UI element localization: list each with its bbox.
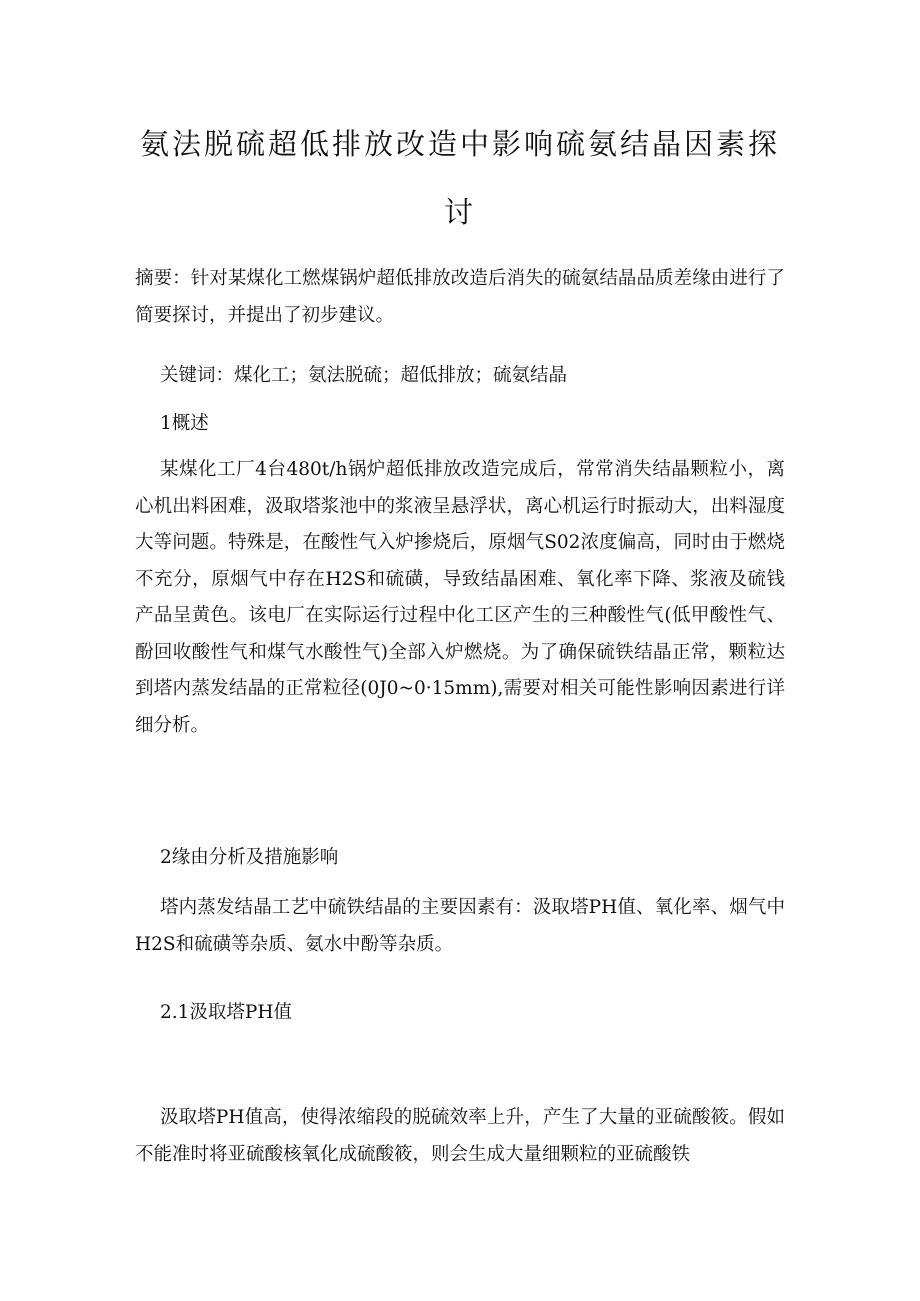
section-1-heading: 1概述 — [160, 413, 209, 434]
section-2-1-heading: 2.1汲取塔PH值 — [160, 1002, 293, 1023]
document-title — [130, 110, 790, 246]
abstract-paragraph: 摘要：针对某煤化工燃煤锅炉超低排放改造后消失的硫氨结晶品质差缘由进行了简要探讨，并提出了初步建议。 — [135, 268, 785, 326]
title-line-2: 讨 — [443, 195, 476, 229]
section-1-body: 某煤化工厂4台480t∕h锅炉超低排放改造完成后，常常消失结晶颗粒小，离心机出料困难，汲取塔浆池中的浆液呈悬浮状，离心机运行时振动大，出料湿度大等问题。特殊是，在酸性气入炉掺烧后，原烟气S02浓度偏高，同时由于燃烧不充分，原烟气中存在H2S和硫磺，导致结晶困难、氧化率下降、浆液及硫钱产品呈黄色。该电厂在实际运行过程中化工区产生的三种酸性气(低甲酸性气、酚回收酸性气和煤气水酸性气)全部入炉燃烧。为了确保硫铁结晶正常，颗粒达到塔内蒸发结晶的正常粒径(0J0~0·15mm),需要对相关可能性影响因素进行详细分析。 — [135, 459, 785, 736]
section-2-heading: 2缘由分析及措施影响 — [160, 847, 339, 868]
keywords-line: 关键词：煤化工；氨法脱硫；超低排放；硫氨结晶 — [160, 365, 568, 386]
title-line-1: 氨法脱硫超低排放改造中影响硫氨结晶因素探 — [139, 127, 780, 161]
section-2-body: 塔内蒸发结晶工艺中硫铁结晶的主要因素有：汲取塔PH值、氧化率、烟气中H2S和硫磺等杂质、氨水中酚等杂质。 — [135, 897, 785, 955]
section-2-1-body: 汲取塔PH值高，使得浓缩段的脱硫效率上升，产生了大量的亚硫酸筱。假如不能准时将亚硫酸核氧化成硫酸筱，则会生成大量细颗粒的亚硫酸铁 — [135, 1107, 785, 1165]
